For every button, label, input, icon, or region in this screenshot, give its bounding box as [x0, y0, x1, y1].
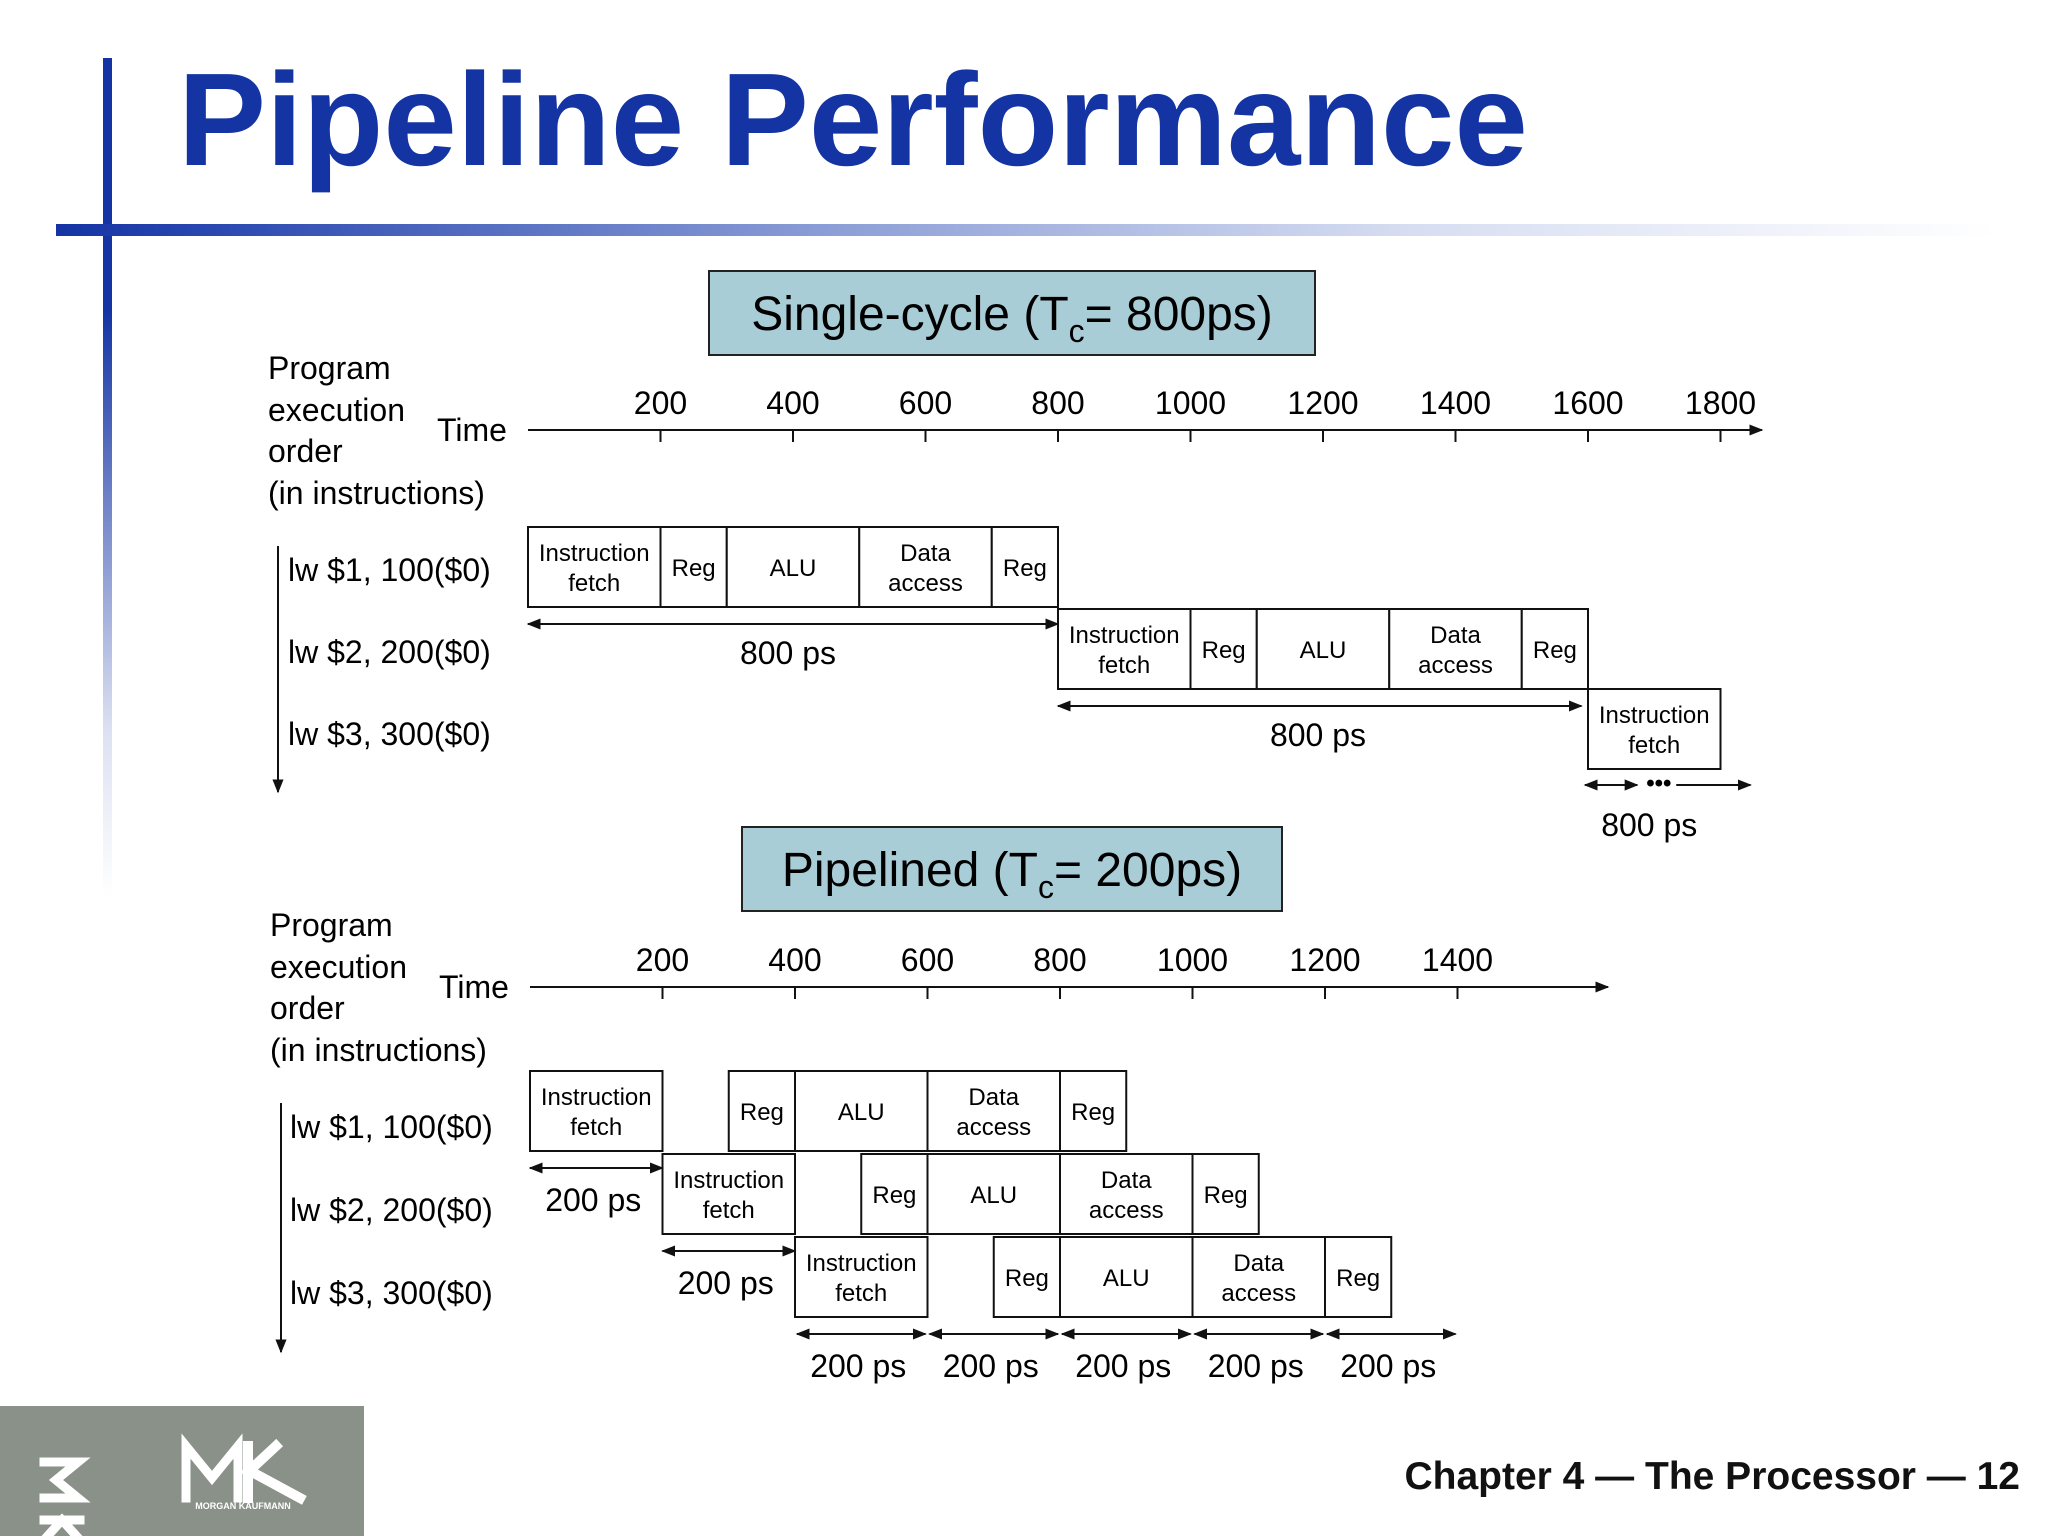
tick-label: 1200 [1289, 942, 1361, 978]
duration-label: 200 ps [677, 1265, 774, 1301]
stage-label: fetch [570, 1114, 623, 1141]
pipelined-ticks [636, 942, 1493, 999]
stage-label: Reg [739, 1099, 784, 1126]
stage-label: Reg [671, 555, 716, 582]
stage-label: access [888, 570, 963, 597]
stage-label: ALU [1299, 637, 1347, 664]
duration-label: 200 ps [942, 1348, 1039, 1384]
single-cycle-ticks [634, 385, 1756, 442]
footer-chapter-label: Chapter 4 — The Processor — 12 [1404, 1455, 2020, 1498]
stage-label: ALU [1102, 1265, 1150, 1292]
duration-label: 800 ps [1269, 717, 1367, 753]
sc-instr-1: lw $1, 100($0) [288, 552, 491, 588]
stage-label: Instruction [538, 540, 650, 567]
stage-label: Reg [1203, 1182, 1248, 1209]
single-cycle-time-label: Time [437, 412, 507, 448]
tick-label: 600 [900, 942, 955, 978]
svg-text:Program: Program [270, 907, 393, 943]
stage-label: Reg [872, 1182, 917, 1209]
sc-instr-2: lw $2, 200($0) [288, 634, 491, 670]
tick-label: 1000 [1156, 942, 1229, 978]
stage-label: ALU [769, 555, 817, 582]
stage-label: Data [1430, 622, 1481, 649]
stage-label: Reg [1532, 637, 1577, 664]
svg-text:(in instructions): (in instructions) [268, 475, 485, 511]
stage-label: fetch [568, 570, 621, 597]
pl-instr-2: lw $2, 200($0) [290, 1192, 493, 1228]
pipelined-time-label: Time [439, 969, 509, 1005]
stage-label: Instruction [805, 1250, 917, 1277]
duration-label: 200 ps [1340, 1348, 1437, 1384]
stage-label: Instruction [540, 1084, 652, 1111]
single-cycle-banner-text: Single-cycle $(T_c= 800ps)$ [751, 288, 1273, 349]
svg-text:(in instructions): (in instructions) [270, 1032, 487, 1068]
stage-label: Data [900, 540, 951, 567]
stage-label: Reg [1201, 637, 1246, 664]
pipelined-instructions [290, 1109, 493, 1311]
publisher-logo [0, 1406, 364, 1536]
stage-label: Data [1100, 1167, 1152, 1194]
svg-text:execution: execution [268, 392, 405, 428]
svg-text:execution: execution [270, 949, 407, 985]
duration-label: 800 ps [739, 635, 837, 671]
tick-label: 800 [1031, 385, 1085, 421]
tick-label: 1600 [1552, 385, 1624, 421]
stage-label: access [1221, 1280, 1297, 1307]
tick-label: 1400 [1421, 942, 1494, 978]
stage-label: fetch [1098, 652, 1151, 679]
pipelined-stage-boxes [530, 1071, 1391, 1317]
pipelined-banner-text: Pipelined $(T_c= 200ps)$ [781, 844, 1243, 905]
stage-label: access [1088, 1197, 1164, 1224]
pl-instr-3: lw $3, 300($0) [290, 1275, 493, 1311]
stage-label: Reg [1004, 1265, 1049, 1292]
duration-label: 800 ps [1601, 807, 1698, 843]
stage-label: fetch [835, 1280, 888, 1307]
stage-label: Reg [1071, 1099, 1116, 1126]
tick-label: 1200 [1287, 385, 1359, 421]
svg-text:MORGAN KAUFMANN: MORGAN KAUFMANN [195, 1501, 291, 1511]
slide-title: Pipeline Performance [178, 46, 1528, 193]
tick-label: 400 [766, 385, 820, 421]
tick-label: 800 [1033, 942, 1087, 978]
stage-label: fetch [702, 1197, 755, 1224]
stage-label: Data [968, 1084, 1020, 1111]
stage-label: ALU [837, 1099, 885, 1126]
sc-instr-3: lw $3, 300($0) [288, 716, 491, 752]
svg-text:Program: Program [268, 350, 391, 386]
single-cycle-instructions [288, 552, 491, 752]
pl-instr-1: lw $1, 100($0) [290, 1109, 493, 1145]
single-cycle-stage-boxes [528, 527, 1721, 769]
stage-label: Instruction [1068, 622, 1180, 649]
tick-label: 1800 [1684, 385, 1757, 421]
stage-label: access [956, 1114, 1032, 1141]
stage-label: Instruction [673, 1167, 785, 1194]
duration-label: 200 ps [810, 1348, 907, 1384]
stage-label: fetch [1628, 732, 1681, 759]
stage-label: Reg [1336, 1265, 1381, 1292]
tick-label: 1400 [1419, 385, 1492, 421]
tick-label: 200 [633, 385, 688, 421]
svg-text:order: order [270, 990, 345, 1026]
duration-label: 200 ps [1207, 1348, 1304, 1384]
continuation-dots: ••• [1646, 770, 1672, 797]
stage-label: Instruction [1598, 702, 1710, 729]
svg-text:order: order [268, 433, 343, 469]
duration-label: 200 ps [545, 1182, 642, 1218]
duration-label: 200 ps [1075, 1348, 1172, 1384]
tick-label: 200 [635, 942, 690, 978]
stage-label: Reg [1002, 555, 1047, 582]
stage-label: access [1418, 652, 1493, 679]
stage-label: ALU [970, 1182, 1018, 1209]
tick-label: 600 [898, 385, 953, 421]
tick-label: 1000 [1154, 385, 1227, 421]
stage-label: Data [1233, 1250, 1285, 1277]
tick-label: 400 [768, 942, 822, 978]
